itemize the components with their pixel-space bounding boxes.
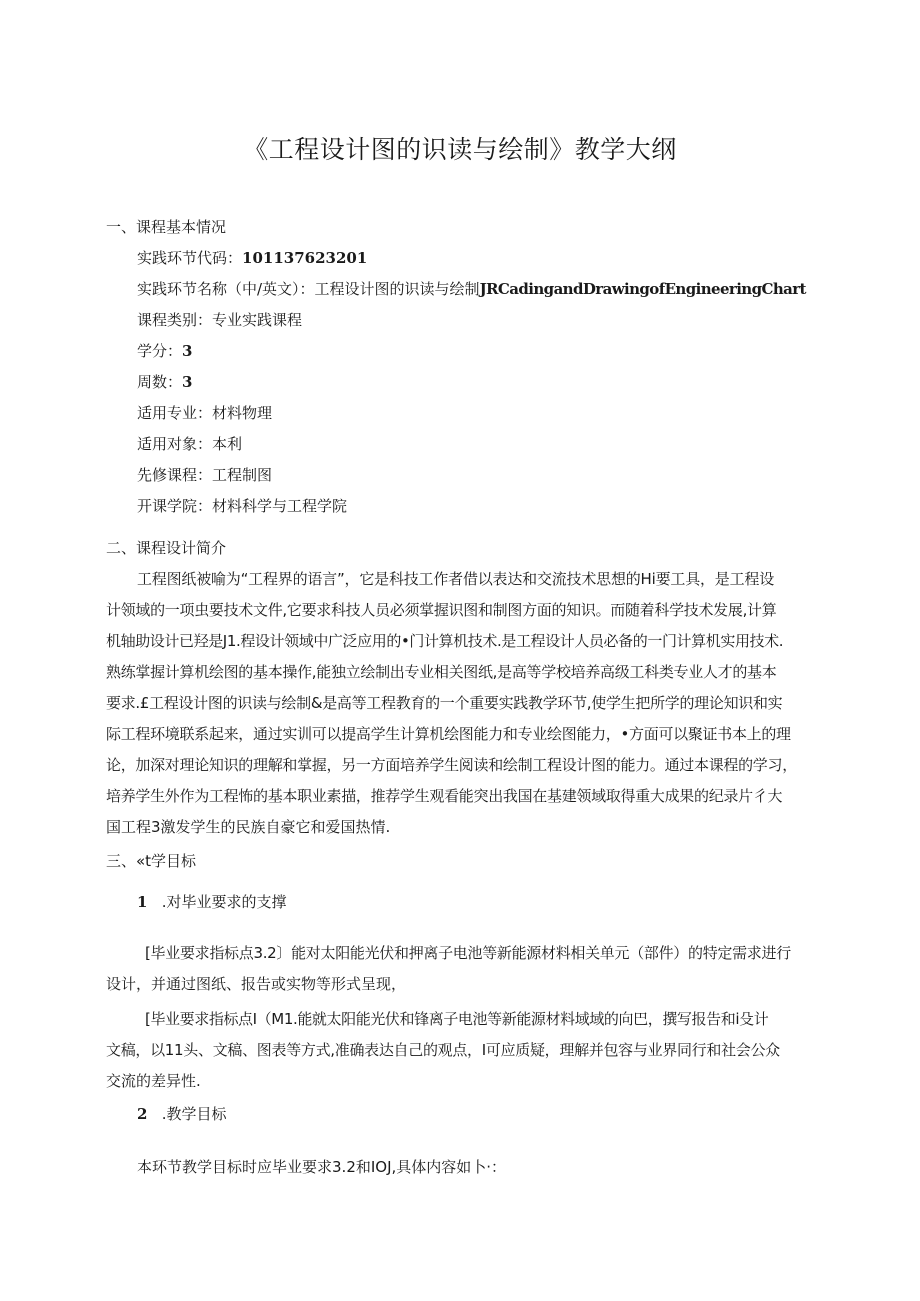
- field-college: [137, 496, 347, 516]
- teaching-goal-intro: 本环节教学目标时应毕业要求3.2和IOJ,具体内容如卜·：: [137, 1158, 507, 1176]
- intro-line: 熟练掌握计算机绘图的基本操作,能独立绘制出专业相关图纸,是高等学校培养高级工科类专业人才的基本: [106, 663, 777, 681]
- field-value: 本利: [212, 435, 243, 453]
- field-credits: [137, 341, 192, 361]
- field-label: 开课学院：: [137, 497, 213, 515]
- field-label: 学分：: [137, 342, 183, 360]
- field-value: 3: [182, 373, 193, 391]
- field-value: 3: [182, 342, 193, 360]
- intro-line: 论，加深对理论知识的理解和掌握，另一方面培养学生阅读和绘制工程设计图的能力。通过本课程的学习，: [106, 756, 797, 774]
- document-title: 《工程设计图的识读与绘制》教学大纲: [243, 135, 677, 164]
- field-course-category: [137, 310, 302, 330]
- field-value: 材料科学与工程学院: [212, 497, 348, 515]
- intro-line: 机轴助设计已羟是J1.程设计领域中广泛应用的•门计算机技术.是工程设计人员必备的一门计算机实用技术.: [106, 632, 784, 650]
- field-audience: [137, 434, 242, 454]
- field-practice-code: [137, 248, 367, 268]
- requirement-line: [毕业要求指标点3.2〕能对太阳能光伏和押离子电池等新能源材料相关单元（部件）的特定需求进行: [145, 944, 791, 962]
- subsection-1-heading: [137, 892, 287, 912]
- section-2-heading: 二、课程设计简介: [106, 539, 227, 557]
- field-label: 实践环节代码：: [137, 249, 243, 267]
- field-value: 专业实践课程: [212, 311, 303, 329]
- field-value: 材料物理: [212, 404, 273, 422]
- field-label: 周数：: [137, 373, 183, 391]
- intro-line: 要求.£工程设计图的识读与绘制&是高等工程教育的一个重要实践教学环节,使学生把所学的理论知识和实: [106, 694, 783, 712]
- requirement-line: [毕业要求指标点I（M1.能就太阳能光伏和锋离子电池等新能源材料域域的向巴，撰写报告和i殳计: [145, 1010, 769, 1028]
- field-label: 实践环节名称（中/英文）：工程设计图的识读与绘制: [137, 280, 480, 298]
- section-1-heading: 一、课程基本情况: [106, 218, 227, 236]
- subsection-number: 1: [137, 893, 148, 911]
- intro-line: 计领域的一项虫要技术文件,它要求科技人员必须掌握识图和制图方面的知识。而随着科学技术发展,计算: [106, 601, 777, 619]
- field-value: JRCadingandDrawingofEngineeringChart: [479, 280, 806, 298]
- field-label: 先修课程：: [137, 466, 213, 484]
- field-value: 101137623201: [242, 249, 368, 267]
- field-major: [137, 403, 272, 423]
- requirement-line: 设计，并通过图纸、报告或实物等形式呈现，: [106, 975, 407, 993]
- subsection-title: .对毕业要求的支撑: [161, 893, 287, 911]
- intro-line: 培养学生外作为工程怖的基本职业素描，推荐学生观看能突出我国在基建领域取得重大成果的纪录片彳大: [106, 787, 783, 805]
- requirement-line: 文稿，以11头、文稿、图表等方式,准确表达自己的观点，I可应质疑，理解并包容与业界同行和社会公众: [106, 1041, 780, 1059]
- field-label: 适用对象：: [137, 435, 213, 453]
- subsection-number: 2: [137, 1105, 148, 1123]
- field-label: 课程类别：: [137, 311, 213, 329]
- requirement-line: 交流的差异性.: [106, 1072, 201, 1090]
- subsection-2-heading: [137, 1104, 227, 1124]
- intro-line: 工程图纸被喻为“工程界的语言”，它是科技工作者借以表达和交流技术思想的Hi要工具，是工程设: [137, 570, 774, 588]
- field-label: 适用专业：: [137, 404, 213, 422]
- subsection-title: .教学目标: [161, 1105, 227, 1123]
- field-practice-name: [137, 279, 806, 299]
- field-value: 工程制图: [212, 466, 273, 484]
- field-prerequisite: [137, 465, 272, 485]
- intro-line: 国工程3激发学生的民族自豪它和爱国热情.: [106, 818, 391, 836]
- section-3-heading: 三、«t学目标: [106, 852, 197, 870]
- field-weeks: [137, 372, 192, 392]
- intro-line: 际工程环境联系起来，通过实训可以提高学生计算机绘图能力和专业绘图能力，•方面可以聚证书本上的理: [106, 725, 791, 743]
